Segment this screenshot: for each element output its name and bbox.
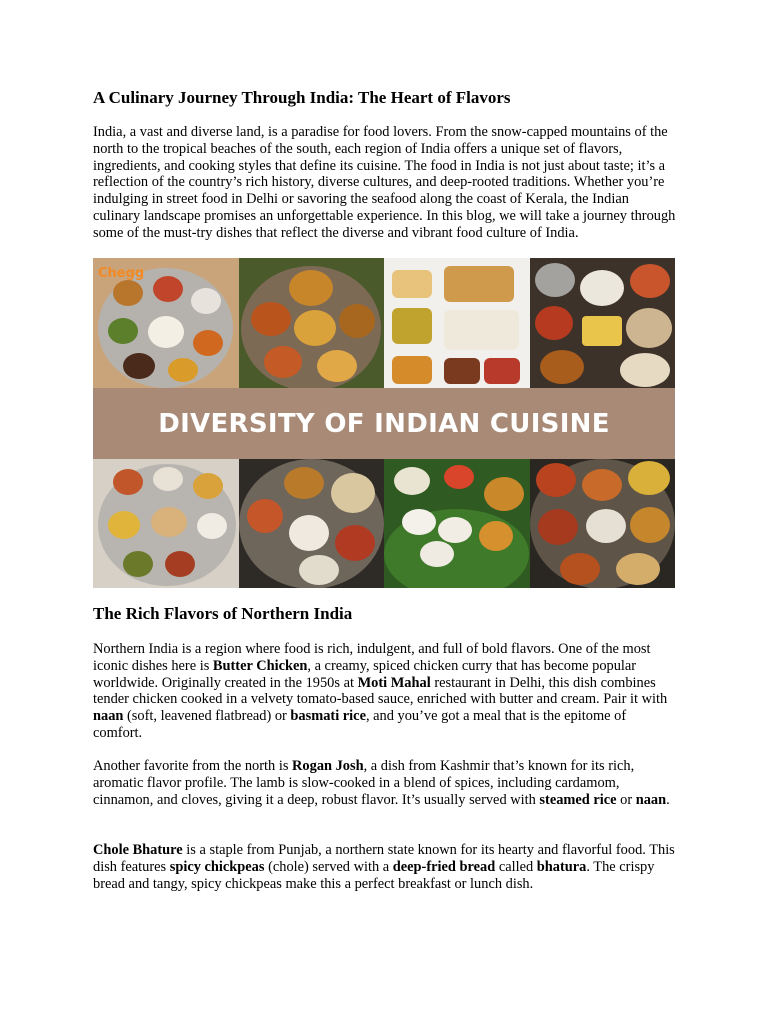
paragraph-chole-bhature xyxy=(93,842,676,892)
text-run: or xyxy=(616,791,636,808)
bold-term: spicy chickpeas xyxy=(169,858,265,875)
bold-term: Rogan Josh xyxy=(292,758,364,774)
bold-term: Moti Mahal xyxy=(357,674,431,691)
bold-term: Chole Bhature xyxy=(93,842,183,858)
thali-photo-2 xyxy=(239,258,385,388)
text-run: . The crispy bread and tangy, spicy chickpeas make this a perfect breakfast or lunch dish. xyxy=(93,858,655,892)
banner-photo-strip-bottom xyxy=(93,459,675,588)
text-run: . xyxy=(666,791,670,808)
text-run: restaurant in Delhi, this dish combines tender chicken cooked in a velvety tomato-based sauce, enriched with butter and cream. Pair it with xyxy=(93,674,668,708)
banner-photo-strip-top xyxy=(93,258,675,388)
cuisine-banner-image xyxy=(93,258,675,588)
text-run: Northern India is a region where food is rich, indulgent, and full of bold flavors. One of the most iconic dishes here is xyxy=(93,641,651,674)
thali-photo-3 xyxy=(384,258,530,388)
text-run: (soft, leavened flatbread) or xyxy=(123,708,291,725)
intro-paragraph: India, a vast and diverse land, is a paradise for food lovers. From the snow-capped mountains of the north to the tropical beaches of the south, each region of India offers a unique set of flavors, ingredients, and cooking styles that define its cuisine. The food in India is not just about taste; it’s a reflection of the country’s rich history, diverse cultures, and deep-rooted traditions. Whether you’re indulging in street food in Delhi or savoring the seafood along the coast of Kerala, the Indian culinary landscape promises an unforgettable experience. In this blog, we will take a journey through some of the must-try dishes that reflect the diverse and vibrant food culture of India. xyxy=(93,124,676,241)
idli-photo xyxy=(384,459,530,588)
text-run: , a dish from Kashmir that’s known for its rich, aromatic flavor profile. The lamb is slow-cooked in a blend of spices, including cardamom, cinnamon, and cloves, giving it a deep, robust flavor. It’s usually served with xyxy=(93,758,635,808)
bold-term: Butter Chicken xyxy=(212,657,308,674)
bold-term: basmati rice xyxy=(290,708,366,725)
paragraph-butter-chicken xyxy=(93,641,676,742)
thali-photo-4 xyxy=(530,258,676,388)
bold-term: deep-fried bread xyxy=(392,858,496,875)
text-run: , and you’ve got a meal that is the epitome of comfort. xyxy=(93,708,627,741)
bold-term: naan xyxy=(93,708,124,725)
chegg-logo: Chegg xyxy=(98,266,145,281)
text-run: is a staple from Punjab, a northern state known for its hearty and flavorful food. This dish features xyxy=(93,842,675,875)
bold-term: naan xyxy=(635,791,667,808)
thali-photo-6 xyxy=(239,459,385,588)
article-title: A Culinary Journey Through India: The Heart of Flavors xyxy=(93,88,511,107)
thali-photo-5 xyxy=(93,459,239,588)
text-run: Another favorite from the north is xyxy=(93,758,293,774)
thali-photo-8 xyxy=(530,459,676,588)
section-heading-north: The Rich Flavors of Northern India xyxy=(93,604,353,623)
banner-title: DIVERSITY OF INDIAN CUISINE xyxy=(158,408,610,439)
text-run: , a creamy, spiced chicken curry that has become popular worldwide. Originally created in the 1950s at xyxy=(93,657,637,691)
bold-term: steamed rice xyxy=(539,791,617,808)
bold-term: bhatura xyxy=(536,858,587,875)
text-run: called xyxy=(495,858,537,875)
paragraph-rogan-josh xyxy=(93,758,676,808)
text-run: (chole) served with a xyxy=(264,858,393,875)
